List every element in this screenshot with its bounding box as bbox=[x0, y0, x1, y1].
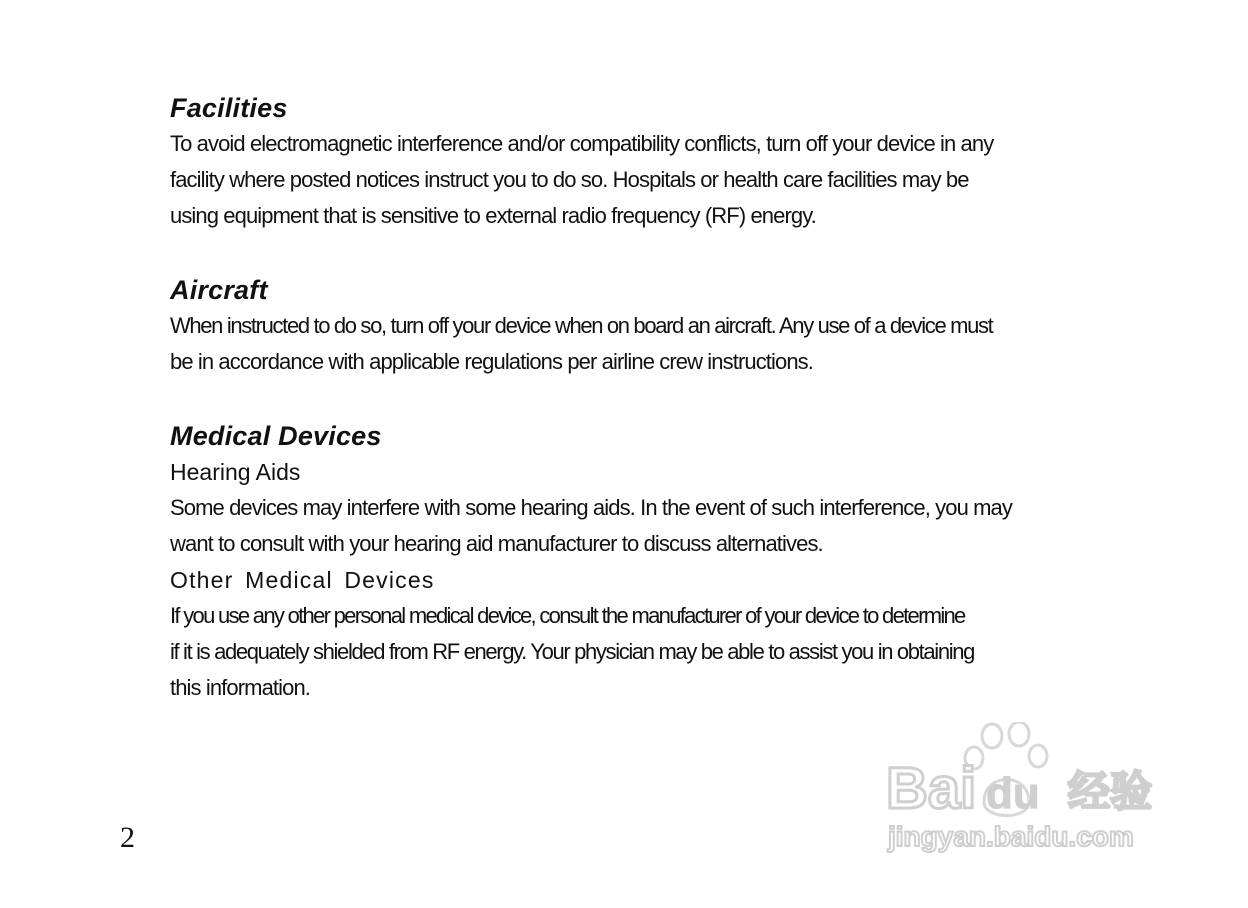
watermark-url: jingyan.baidu.com bbox=[888, 821, 1134, 852]
section-gap bbox=[170, 234, 1078, 272]
subheading-hearing-aids: Hearing Aids bbox=[170, 459, 301, 485]
manual-page-content bbox=[170, 90, 1078, 706]
other-medical-line-1: If you use any other personal medical device, consult the manufacturer of your device to determine bbox=[170, 603, 965, 628]
section-heading-aircraft: Aircraft bbox=[170, 275, 268, 305]
facilities-line-3: using equipment that is sensitive to external radio frequency (RF) energy. bbox=[170, 203, 816, 228]
section-gap bbox=[170, 380, 1078, 418]
aircraft-line-2: be in accordance with applicable regulations per airline crew instructions. bbox=[170, 349, 813, 374]
aircraft-line-1: When instructed to do so, turn off your device when on board an aircraft. Any use of a device must bbox=[170, 313, 993, 338]
other-medical-line-2: if it is adequately shielded from RF energy. Your physician may be able to assist you in obtaining bbox=[170, 639, 975, 664]
hearing-aids-line-1: Some devices may interfere with some hearing aids. In the event of such interference, you may bbox=[170, 495, 1012, 520]
hearing-aids-line-2: want to consult with your hearing aid manufacturer to discuss alternatives. bbox=[170, 531, 823, 556]
watermark-brand-left: Bai bbox=[886, 756, 977, 821]
section-heading-medical-devices: Medical Devices bbox=[170, 421, 382, 451]
subheading-other-medical-devices: Other Medical Devices bbox=[170, 567, 435, 593]
watermark-logo bbox=[884, 722, 1184, 862]
watermark-brand-right: du bbox=[986, 769, 1040, 818]
other-medical-line-3: this information. bbox=[170, 675, 310, 700]
baidu-jingyan-watermark bbox=[884, 722, 1184, 862]
facilities-line-2: facility where posted notices instruct you to do so. Hospitals or health care facilities may be bbox=[170, 167, 969, 192]
page-number: 2 bbox=[120, 821, 135, 854]
watermark-brand-cn: 经验 bbox=[1068, 767, 1153, 816]
facilities-line-1: To avoid electromagnetic interference and/or compatibility conflicts, turn off your device in any bbox=[170, 131, 994, 156]
section-heading-facilities: Facilities bbox=[170, 93, 288, 123]
